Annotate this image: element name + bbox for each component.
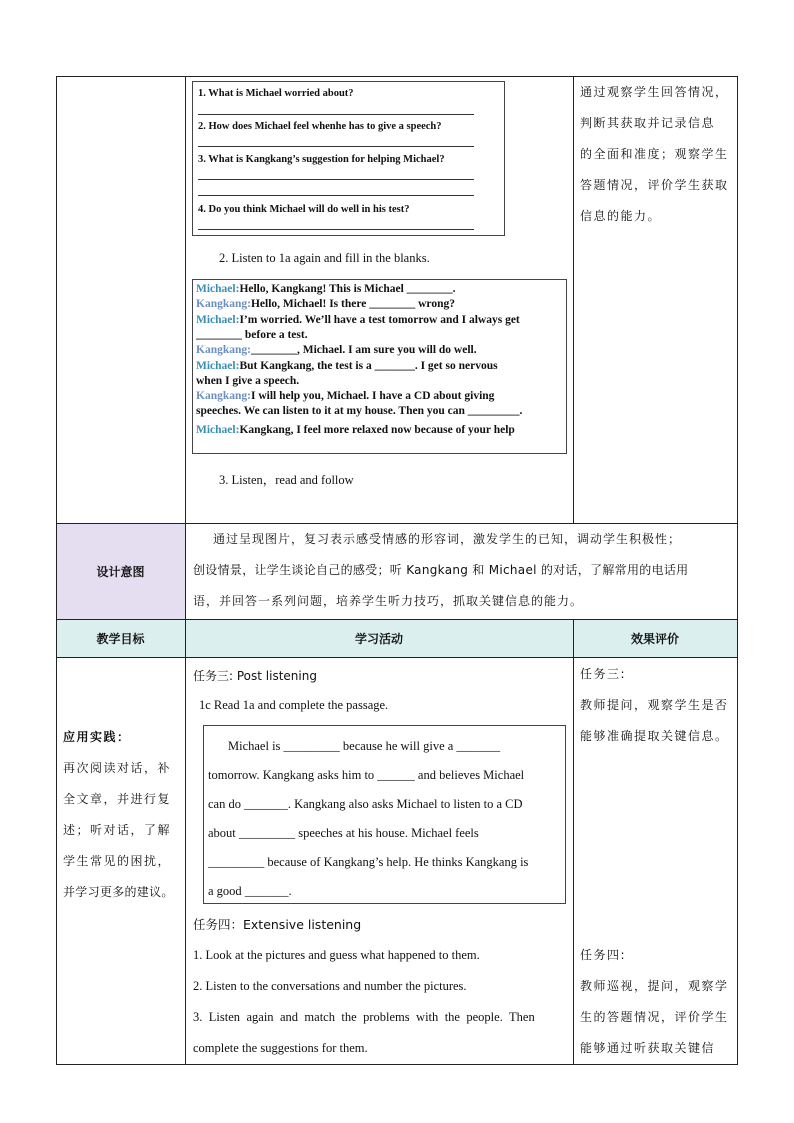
dialogue-line: Michael:I’m worried. We’ll have a test tomorrow and I always get — [196, 314, 520, 326]
objective-line: 并学习更多的建议。 — [63, 885, 174, 899]
evaluation-line: 答题情况，评价学生获取 — [580, 178, 729, 192]
dialogue-line: Michael:Hello, Kangkang! This is Michael ________. — [196, 283, 456, 295]
evaluation-line: 信息的能力。 — [580, 209, 662, 223]
design-intent-line: 通过呈现图片，复习表示感受情感的形容词，激发学生的已知，调动学生积极性； — [213, 532, 682, 546]
answer-line — [198, 114, 474, 115]
evaluation-line: 的全面和准度；观察学生 — [580, 147, 729, 161]
passage-line: Michael is _________ because he will give a _______ — [228, 739, 501, 753]
header-learning-activity: 学习活动 — [354, 632, 403, 646]
task-3-title: 任务三: Post listening — [193, 669, 317, 683]
design-intent-label: 设计意图 — [96, 565, 145, 579]
eval-task-4-title: 任务四: — [580, 948, 627, 962]
question-4: 4. Do you think Michael will do well in his test? — [198, 204, 410, 215]
evaluation-line: 通过观察学生回答情况， — [580, 85, 729, 99]
eval-task-4-line: 能够通过听获取关键信 — [580, 1041, 716, 1055]
passage-line: _________ because of Kangkang’s help. He thinks Kangkang is — [208, 855, 529, 869]
header-effect-evaluation: 效果评价 — [630, 632, 679, 646]
table-right-border — [737, 76, 738, 1064]
task-4-item: 1. Look at the pictures and guess what happened to them. — [193, 948, 480, 962]
eval-task-4-line: 生的答题情况，评价学生 — [580, 1010, 729, 1024]
question-2: 2. How does Michael feel whenhe has to give a speech? — [198, 121, 442, 132]
answer-line — [198, 179, 474, 180]
col-divider — [185, 76, 186, 1064]
eval-task-4-line: 教师巡视，提问，观察学 — [580, 979, 729, 993]
dialogue-line: Kangkang:Hello, Michael! Is there ________ wrong? — [196, 298, 455, 310]
dialogue-line: Kangkang:________, Michael. I am sure you will do well. — [196, 344, 477, 356]
task-4-item: complete the suggestions for them. — [193, 1041, 368, 1055]
col-divider — [573, 76, 574, 523]
passage-line: a good _______. — [208, 884, 292, 898]
task-4-item: 3. Listen again and match the problems with the people. Then — [193, 1010, 535, 1024]
task-4-item: 2. Listen to the conversations and number the pictures. — [193, 979, 467, 993]
objective-line: 述；听对话，了解 — [63, 823, 172, 837]
eval-task-3-line: 能够准确提取关键信息。 — [580, 729, 729, 743]
dialogue-line: Michael:Kangkang, I feel more relaxed now because of your help — [196, 424, 515, 436]
col-divider — [573, 619, 574, 1064]
eval-task-3-title: 任务三: — [580, 667, 627, 681]
objective-line: 全文章，并进行复 — [63, 792, 172, 806]
step-3-instruction: 3. Listen，read and follow — [219, 473, 354, 487]
dialogue-line: speeches. We can listen to it at my house. Then you can _________. — [196, 405, 523, 417]
dialogue-line: Kangkang:I will help you, Michael. I have a CD about giving — [196, 390, 495, 402]
task-3-subtitle: 1c Read 1a and complete the passage. — [199, 698, 389, 712]
answer-line — [198, 146, 474, 147]
dialogue-line: Michael:But Kangkang, the test is a _______. I get so nervous — [196, 360, 498, 372]
eval-task-3-line: 教师提问，观察学生是否 — [580, 698, 729, 712]
design-intent-line: 语，并回答一系列问题，培养学生听力技巧，抓取关键信息的能力。 — [193, 594, 584, 608]
passage-line: about _________ speeches at his house. Michael feels — [208, 826, 479, 840]
passage-line: tomorrow. Kangkang asks him to ______ and believes Michael — [208, 768, 525, 782]
dialogue-line: ________ before a test. — [196, 329, 308, 341]
row-divider — [56, 657, 738, 658]
header-teaching-objective: 教学目标 — [96, 632, 145, 646]
design-intent-line: 创设情景，让学生谈论自己的感受；听 Kangkang 和 Michael 的对话，了解常用的电话用 — [193, 563, 689, 577]
dialogue-line: when I give a speech. — [196, 375, 300, 387]
table-bottom-border — [56, 1064, 738, 1065]
question-1: 1. What is Michael worried about? — [198, 88, 354, 99]
task-4-title: 任务四：Extensive listening — [193, 917, 362, 932]
answer-line — [198, 195, 474, 196]
objective-title: 应用实践： — [63, 730, 131, 744]
passage-line: can do _______. Kangkang also asks Michael to listen to a CD — [208, 797, 523, 811]
row-divider — [56, 619, 738, 620]
objective-line: 再次阅读对话，补 — [63, 761, 172, 775]
evaluation-line: 判断其获取并记录信息 — [580, 116, 716, 130]
step-2-instruction: 2. Listen to 1a again and fill in the blanks. — [219, 251, 430, 265]
objective-line: 学生常见的困扰， — [63, 854, 172, 868]
question-3: 3. What is Kangkang’s suggestion for helping Michael? — [198, 154, 445, 165]
answer-line — [198, 229, 474, 230]
